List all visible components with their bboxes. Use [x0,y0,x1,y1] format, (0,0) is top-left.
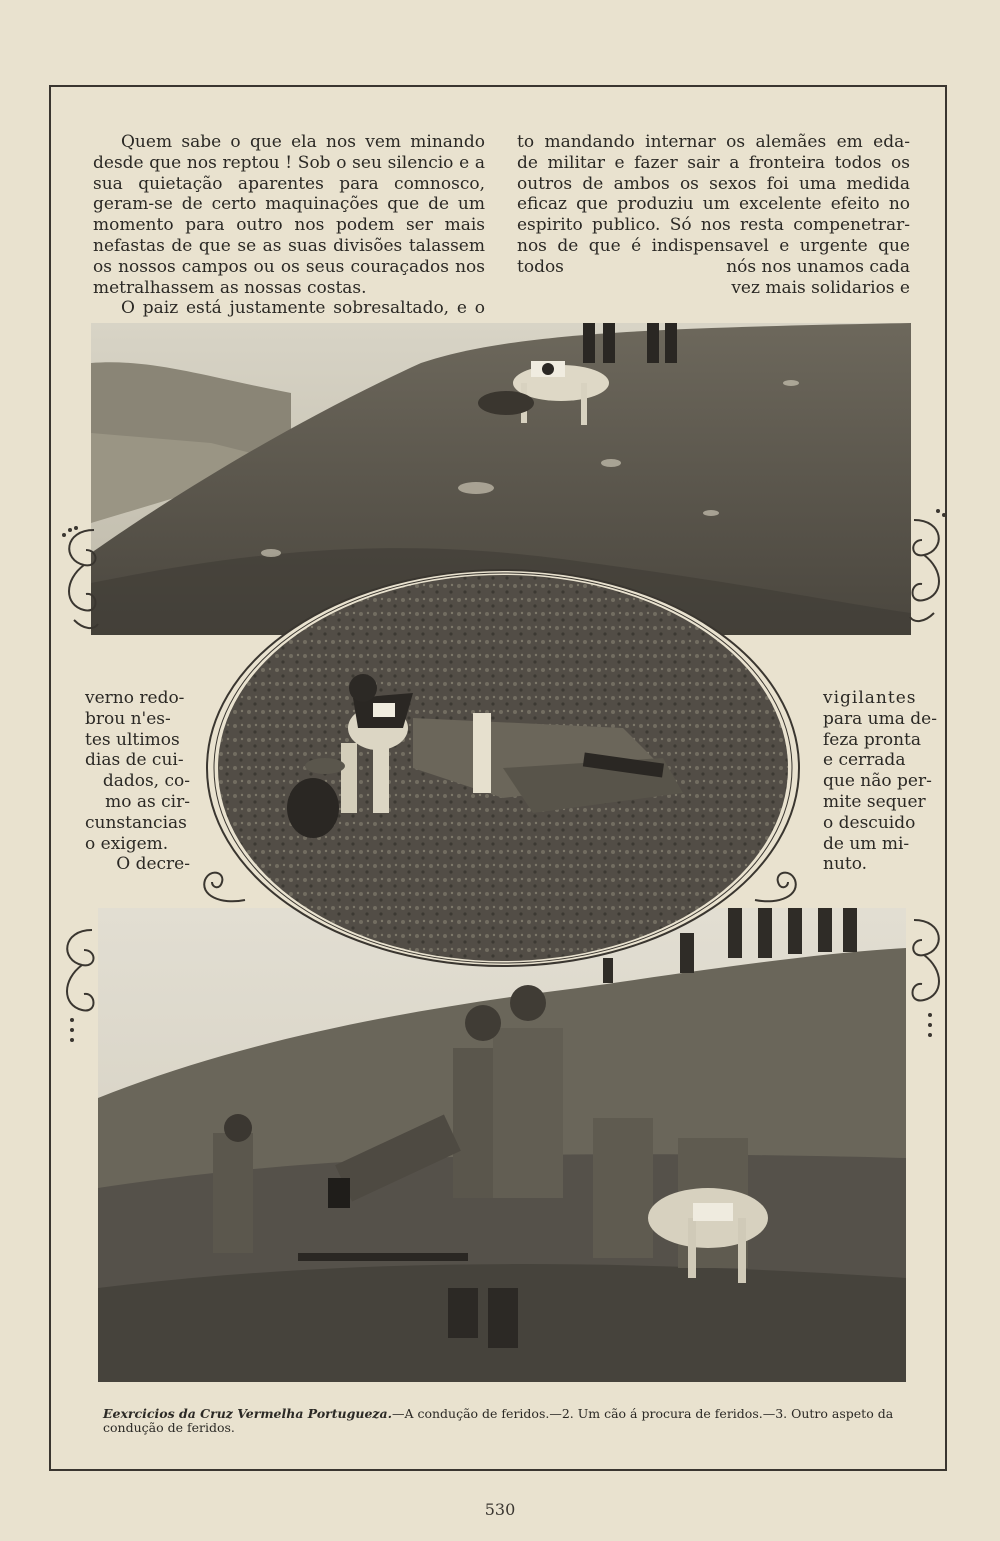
ornament-scroll-oval-right [750,860,810,910]
text-line-short: nós nos unamos cada [726,257,910,277]
photo-carrying-wounded [98,908,906,1382]
ornament-scroll-right-top [906,505,954,635]
text-line: o descuido [823,812,916,833]
text-line: vigilantes [823,688,917,708]
text-line: que não per- [823,771,932,792]
text-line: o exigem. [85,833,169,854]
caption-title: Eexrcicios da Cruz Vermelha Portugueza. [103,1406,392,1421]
ornament-scroll-right-bottom [906,910,952,1050]
text-line: dados, co- [102,771,190,792]
photo-dog-searching-wounded [203,568,803,968]
text-line: para uma de- [823,708,937,729]
column-right-mid [823,688,937,875]
text-line: eficaz que produziu um excelente efeito no [517,194,910,215]
text-line: e cerrada [823,750,906,771]
text-line: dias de cui- [85,750,184,771]
ornament-scroll-left-bottom [52,920,98,1050]
text-line: feza pronta [823,729,922,750]
text-line: nos de que é indispensavel e urgente que todos [517,235,910,277]
column-right-top [517,132,910,278]
ornament-scroll-left-top [54,520,102,640]
text-line: de um mi- [823,833,910,854]
paragraph-2: O paiz está justamente sobresaltado, e o [121,298,485,319]
column-left-mid [85,688,190,875]
text-line-short: vez mais solidarios e [731,278,910,298]
text-line: mite sequer [823,791,926,812]
column-left-top [93,132,485,340]
ornament-scroll-oval-left [190,860,250,910]
text-line: O decre- [116,854,190,875]
text-line: nuto. [823,854,868,875]
text-line: outros de ambos os sexos foi uma medida [517,173,910,194]
text-line: cunstancias [85,812,187,833]
text-line: verno redo- [85,688,185,708]
text-line: to mandando internar os alemães em eda- [517,132,910,152]
text-line: brou n'es- [85,708,171,729]
photo-caption [103,1407,903,1435]
paragraph-1: Quem sabe o que ela nos vem minando desde que nos reptou ! Sob o seu silencio e a sua quietação aparentes para comnosco, geram-se de certo maquinações que de um momento para outro nos podem ser mais nefastas de que se as suas divisões talassem os nossos campos ou os seus couraçados nos metralhassem as nossas costas. [93,132,485,298]
caption-text: —A condução de feridos.—2. Um cão á procura de feridos.—3. Outro aspeto da condução de feridos. [103,1406,894,1435]
text-line: espirito publico. Só nos resta compenetrar- [517,215,910,236]
page-number: 530 [484,1500,516,1519]
text-line: tes ultimos [85,729,180,750]
text-line: mo as cir- [105,791,190,812]
text-line: de militar e fazer sair a fronteira todos os [517,152,910,173]
